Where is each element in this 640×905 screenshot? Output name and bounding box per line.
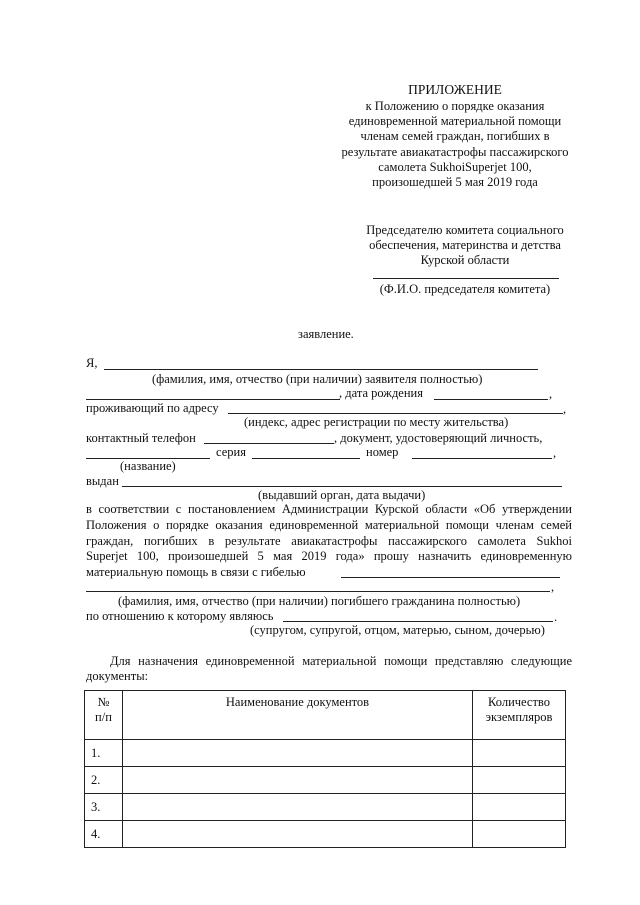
address-label: проживающий по адресу — [86, 401, 219, 415]
paragraph-line: граждан, погибших в результате авиакатастрофы пассажирского самолета Sukhoi — [86, 533, 572, 548]
issued-label: выдан — [86, 474, 119, 488]
paragraph-line: Superjet 100, произошедшей 5 мая 2019 года» прошу назначить единовременную — [86, 549, 572, 564]
header-number: № п/п — [85, 691, 123, 740]
documents-intro: Для назначения единовременной материальной помощи представляю следующие — [110, 654, 572, 668]
row-number: 1. — [85, 740, 123, 767]
phone-label: контактный телефон — [86, 431, 196, 445]
table-row — [85, 794, 566, 821]
relation-caption: (супругом, супругой, отцом, матерью, сыном, дочерью) — [250, 623, 545, 637]
appendix-line: к Положению о порядке оказания — [365, 99, 545, 113]
appendix-line: единовременной материальной помощи — [348, 114, 562, 128]
row-number: 3. — [85, 794, 123, 821]
document-name-caption: (название) — [120, 459, 176, 473]
document-name-cell[interactable] — [122, 821, 472, 848]
number-label: номер — [366, 445, 399, 459]
quantity-cell[interactable] — [473, 821, 566, 848]
series-line[interactable] — [252, 458, 360, 459]
request-paragraph — [86, 502, 572, 565]
table-row — [85, 767, 566, 794]
comma: , — [551, 580, 555, 594]
addressee-line: обеспечения, материнства и детства — [369, 238, 561, 252]
ya-label: Я, — [86, 356, 98, 370]
applicant-fio-line[interactable] — [104, 369, 538, 370]
phone-line[interactable] — [204, 443, 334, 444]
appendix-line: самолета SukhoiSuperjet 100, — [378, 160, 532, 174]
addressee-name-line[interactable] — [373, 278, 559, 279]
relation-line[interactable] — [283, 621, 553, 622]
quantity-cell[interactable] — [473, 767, 566, 794]
header-document-name: Наименование документов — [122, 691, 472, 740]
deceased-line[interactable] — [341, 577, 560, 578]
deceased-continuation-line[interactable] — [86, 591, 550, 592]
addressee-line: Председателю комитета социального — [366, 223, 564, 237]
appendix-title: ПРИЛОЖЕНИЕ — [408, 82, 502, 97]
death-label: материальную помощь в связи с гибелью — [86, 565, 306, 579]
deceased-caption: (фамилия, имя, отчество (при наличии) погибшего гражданина полностью) — [118, 594, 521, 608]
comma: , — [553, 446, 557, 460]
paragraph-line: Положения о порядке оказания единовременной материальной помощи членам семей — [86, 517, 572, 532]
document-label: , документ, удостоверяющий личность, — [334, 431, 543, 445]
table-row — [85, 821, 566, 848]
document-name-cell[interactable] — [122, 767, 472, 794]
document-name-cell[interactable] — [122, 794, 472, 821]
quantity-cell[interactable] — [473, 794, 566, 821]
document-name-cell[interactable] — [122, 740, 472, 767]
birth-date-line[interactable] — [434, 399, 548, 400]
issued-caption: (выдавший орган, дата выдачи) — [258, 488, 426, 502]
addressee-line: Курской области — [420, 253, 510, 267]
birth-date-label: , дата рождения — [339, 386, 423, 400]
table-header-row — [85, 691, 566, 740]
paragraph-line: в соответствии с постановлением Администрации Курской области «Об утверждении — [86, 502, 572, 516]
appendix-line: результате авиакатастрофы пассажирского — [341, 145, 569, 159]
issued-line[interactable] — [122, 486, 562, 487]
comma: , — [549, 387, 553, 401]
documents-intro-cont: документы: — [86, 669, 149, 683]
addressee-caption: (Ф.И.О. председателя комитета) — [379, 282, 551, 296]
comma: , — [563, 402, 567, 416]
relation-label: по отношению к которому являюсь — [86, 609, 274, 623]
documents-table — [84, 690, 566, 848]
table-row — [85, 740, 566, 767]
row-number: 4. — [85, 821, 123, 848]
appendix-line: членам семей граждан, погибших в — [360, 129, 550, 143]
number-line[interactable] — [412, 458, 552, 459]
dot: . — [554, 610, 558, 624]
applicant-fio-continuation-line[interactable] — [86, 399, 340, 400]
address-line[interactable] — [228, 413, 563, 414]
row-number: 2. — [85, 767, 123, 794]
statement-heading: заявление. — [298, 327, 354, 341]
series-label: серия — [216, 445, 246, 459]
appendix-line: произошедшей 5 мая 2019 года — [372, 175, 538, 189]
header-quantity: Количество экземпляров — [473, 691, 566, 740]
quantity-cell[interactable] — [473, 740, 566, 767]
applicant-fio-caption: (фамилия, имя, отчество (при наличии) заявителя полностью) — [152, 372, 483, 386]
address-caption: (индекс, адрес регистрации по месту жительства) — [244, 415, 509, 429]
